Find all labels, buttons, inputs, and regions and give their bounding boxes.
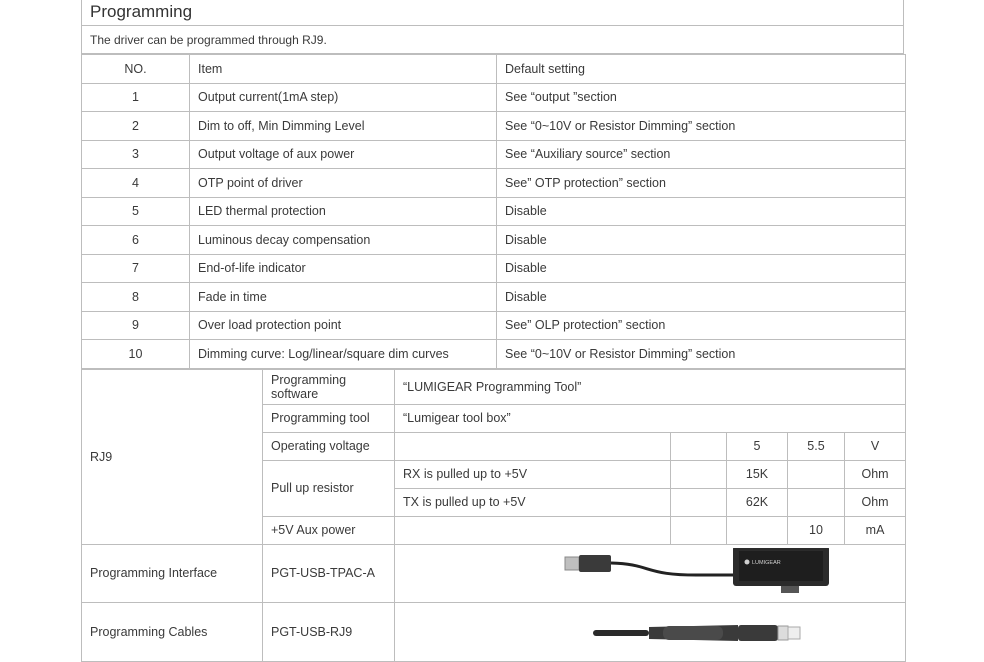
aux-min [671,516,727,544]
items-table-header [82,55,906,84]
rj9-cable-image [403,612,903,652]
voltage-unit: V [845,432,906,460]
items-table-row [82,83,906,112]
aux-label: +5V Aux power [263,516,395,544]
row-default: Disable [497,197,906,226]
aux-unit: mA [845,516,906,544]
row-default: Disable [497,254,906,283]
row-no: 7 [82,254,190,283]
row-item: Output voltage of aux power [190,140,497,169]
row-default: Disable [497,226,906,255]
row-item: Output current(1mA step) [190,83,497,112]
row-default: See” OLP protection” section [497,311,906,340]
header-default: Default setting [497,55,906,84]
voltage-typ: 5 [727,432,788,460]
usb-interface-image [403,548,903,598]
software-label: Programming software [263,369,395,404]
row-item: Luminous decay compensation [190,226,497,255]
items-table-row [82,112,906,141]
rx-unit: Ohm [845,460,906,488]
rj9-table [81,369,906,662]
items-table-row [82,197,906,226]
row-no: 6 [82,226,190,255]
items-table [81,54,906,369]
rx-value: 15K [727,460,788,488]
device-brand-text: LUMIGEAR [752,560,781,566]
cables-model: PGT-USB-RJ9 [263,602,395,661]
row-no: 5 [82,197,190,226]
tool-value: “Lumigear tool box” [395,404,906,432]
row-item: Fade in time [190,283,497,312]
header-item: Item [190,55,497,84]
items-table-row [82,254,906,283]
row-item: End-of-life indicator [190,254,497,283]
tx-label: TX is pulled up to +5V [395,488,671,516]
interface-model: PGT-USB-TPAC-A [263,544,395,602]
row-item: Dimming curve: Log/linear/square dim curves [190,340,497,369]
rx-min [671,460,727,488]
tx-max [788,488,845,516]
row-no: 2 [82,112,190,141]
items-table-row [82,311,906,340]
row-item: Dim to off, Min Dimming Level [190,112,497,141]
interface-image-cell [395,544,906,602]
header-no: NO. [82,55,190,84]
row-no: 8 [82,283,190,312]
row-default: See “0~10V or Resistor Dimming” section [497,340,906,369]
row-no: 1 [82,83,190,112]
rj9-label: RJ9 [82,369,263,544]
row-default: See” OTP protection” section [497,169,906,198]
tx-value: 62K [727,488,788,516]
tx-unit: Ohm [845,488,906,516]
row-item: OTP point of driver [190,169,497,198]
items-table-row [82,169,906,198]
row-default: See “Auxiliary source” section [497,140,906,169]
section-title: Programming [81,0,904,26]
row-no: 9 [82,311,190,340]
row-default: Disable [497,283,906,312]
tx-min [671,488,727,516]
interface-label: Programming Interface [82,544,263,602]
software-value: “LUMIGEAR Programming Tool” [395,369,906,404]
aux-typ [727,516,788,544]
row-item: LED thermal protection [190,197,497,226]
aux-max: 10 [788,516,845,544]
cable-image-cell [395,602,906,661]
items-table-row [82,283,906,312]
row-default: See “0~10V or Resistor Dimming” section [497,112,906,141]
rx-max [788,460,845,488]
voltage-label: Operating voltage [263,432,395,460]
row-no: 4 [82,169,190,198]
pullup-label: Pull up resistor [263,460,395,516]
rx-label: RX is pulled up to +5V [395,460,671,488]
items-table-row [82,340,906,369]
row-item: Over load protection point [190,311,497,340]
programming-section [81,0,904,662]
row-no: 3 [82,140,190,169]
cables-label: Programming Cables [82,602,263,661]
intro-text: The driver can be programmed through RJ9. [81,26,904,54]
voltage-max: 5.5 [788,432,845,460]
items-table-row [82,226,906,255]
row-default: See “output ”section [497,83,906,112]
voltage-min [671,432,727,460]
aux-condition [395,516,671,544]
items-table-row [82,140,906,169]
row-no: 10 [82,340,190,369]
tool-label: Programming tool [263,404,395,432]
voltage-condition [395,432,671,460]
